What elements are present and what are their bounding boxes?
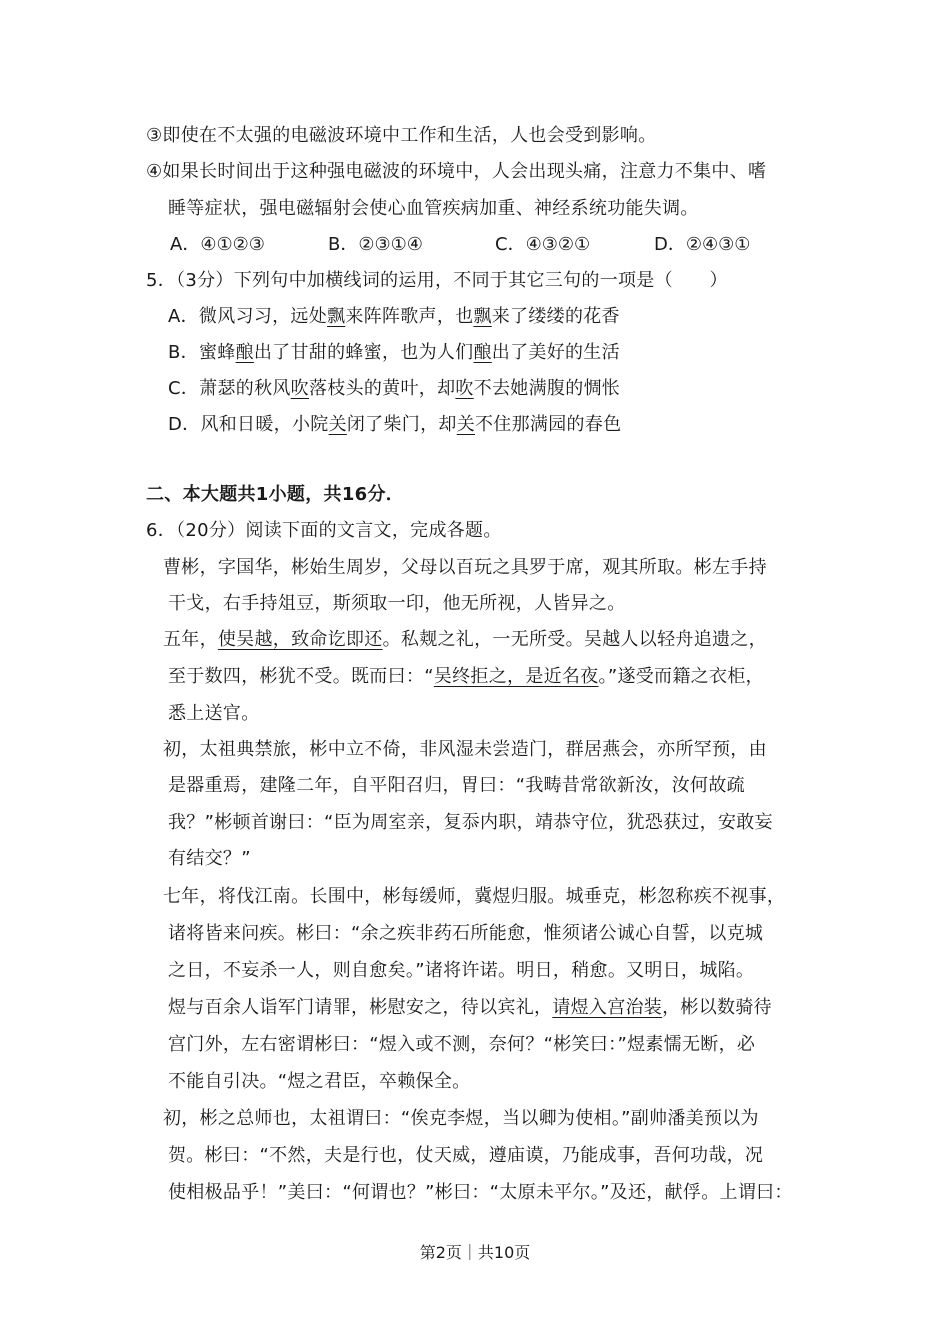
text-line: 初，太祖典禁旅，彬中立不倚，非风湿未尝造门，群居燕会，亦所罕预，由 [163, 739, 767, 760]
text-line: 是器重焉，建隆二年，自平阳召归，胃曰：“我畴昔常欲新汝，汝何故疏 [168, 775, 745, 796]
text-line: 煜与百余人诣军门请罪，彬慰安之，待以宾礼，请煜入宫治装，彬以数骑待 [168, 997, 772, 1018]
text-line: ③即使在不太强的电磁波环境中工作和生活，人也会受到影响。 [146, 125, 657, 146]
q5-option-d: D．风和日暖，小院关闭了柴门，却关不住那满园的春色 [168, 414, 622, 435]
q5-option-b: B．蜜蜂酿出了甘甜的蜂蜜，也为人们酿出了美好的生活 [168, 342, 620, 363]
text-line: 干戈，右手持俎豆，斯须取一印，他无所视，人皆异之。 [168, 593, 626, 614]
text-line: 使相极品乎！”美曰：“何谓也？”彬曰：“太原未平尔。”及还，献俘。上谓曰： [168, 1182, 793, 1203]
text-line: 宫门外，左右密谓彬曰：“煜入或不测，奈何？“彬笑曰：”煜素懦无断，必 [168, 1034, 756, 1055]
text-line: 悉上送官。 [168, 703, 260, 724]
q4-option-c: C．④③②① [495, 234, 591, 255]
text-line: ④如果长时间出于这种强电磁波的环境中，人会出现头痛，注意力不集中、嗜 [146, 161, 767, 182]
text-line: 五年，使吴越，致命讫即还。私觌之礼，一无所受。吴越人以轻舟追遗之， [163, 629, 767, 650]
q4-option-b: B．②③①④ [328, 234, 423, 255]
q4-option-d: D．②④③① [654, 234, 751, 255]
text-line: 七年，将伐江南。长围中，彬每缓师，冀煜归服。城垂克，彬忽称疾不视事， [163, 886, 786, 907]
text-line: 之日，不妄杀一人，则自愈矣。”诸将许诺。明日，稍愈。又明日，城陷。 [168, 960, 755, 981]
text-line: 贺。彬曰：“不然，夫是行也，仗天威，遵庙谟，乃能成事，吾何功哉，况 [168, 1145, 764, 1166]
text-line: 我？”彬顿首谢曰：“臣为周室亲，复忝内职，靖恭守位，犹恐获过，安敢妄 [168, 812, 773, 833]
text-line: 初，彬之总师也，太祖谓曰：“俟克李煜，当以卿为使相。”副帅潘美预以为 [163, 1108, 759, 1129]
text-line: 不能自引决。“煜之君臣，卒赖保全。 [168, 1071, 471, 1092]
text-line: 诸将皆来问疾。彬曰：“余之疾非药石所能愈，惟须诸公诚心自誓，以克城 [168, 923, 764, 944]
question-5: 5．（3分）下列句中加横线词的运用，不同于其它三句的一项是（ ） [146, 270, 728, 291]
q5-option-a: A．微风习习，远处飘来阵阵歌声，也飘来了缕缕的花香 [168, 306, 620, 327]
q4-option-a: A．④①②③ [170, 234, 265, 255]
section-heading: 二、本大题共1小题，共16分． [146, 484, 405, 505]
q5-option-c: C．萧瑟的秋风吹落枝头的黄叶，却吹不去她满腹的惆怅 [168, 378, 621, 399]
text-line: 曹彬，字国华，彬始生周岁，父母以百玩之具罗于席，观其所取。彬左手持 [163, 557, 767, 578]
text-line: 至于数四，彬犹不受。既而曰：“吴终拒之，是近名夜。”遂受而籍之衣柜， [168, 666, 764, 687]
question-6: 6．（20分）阅读下面的文言文，完成各题。 [146, 520, 502, 541]
page-footer: 第2页｜共10页 [419, 1243, 531, 1262]
text-line: 有结交？” [168, 848, 251, 869]
text-line: 睡等症状，强电磁辐射会使心血管疾病加重、神经系统功能失调。 [168, 198, 699, 219]
